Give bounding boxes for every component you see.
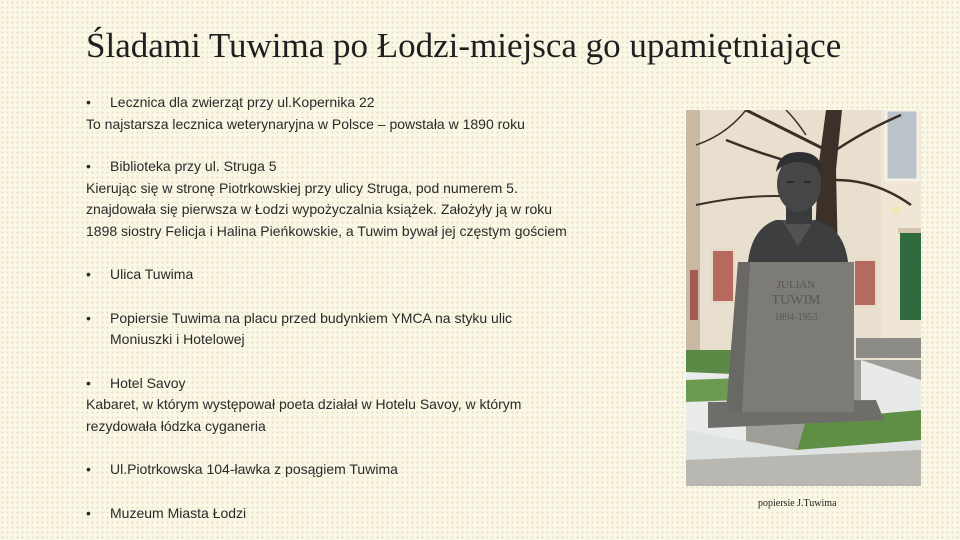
bust-photo (686, 110, 921, 486)
pedestal-inscription: JULIAN (776, 279, 816, 291)
item-heading: Muzeum Miasta Łodzi (110, 504, 247, 521)
door (900, 232, 921, 320)
item-heading-line: Popiersie Tuwima na placu przed budynkiem YMCA na styku ulic (110, 309, 513, 326)
list-item-popiersie (86, 308, 676, 351)
item-heading: Biblioteka przy ul. Struga 5 (110, 158, 277, 174)
bullet-icon: • (86, 158, 91, 174)
window (712, 250, 734, 302)
pedestal-inscription: TUWIM (771, 293, 821, 308)
content-list (86, 92, 676, 524)
window (854, 260, 876, 306)
bullet-icon: • (86, 461, 91, 477)
list-item-lawka (86, 459, 676, 481)
list-item-muzeum (86, 503, 676, 525)
item-heading: Lecznica dla zwierząt przy ul.Kopernika 22 (110, 94, 375, 110)
item-description-line: znajdowała się pierwsza w Łodzi wypożyczalnia książek. Założyły ją w roku (86, 201, 553, 217)
list-item-savoy (86, 373, 676, 438)
bullet-icon: • (86, 94, 91, 110)
bullet-icon: • (86, 504, 91, 521)
list-item-ulica (86, 264, 676, 286)
item-heading-line: Moniuszki i Hotelowej (110, 331, 245, 347)
item-description-line: 1898 siostry Felicja i Halina Pieńkowskie, a Tuwim bywał jej częstym gościem (86, 222, 567, 239)
bullet-icon: • (86, 309, 91, 326)
item-heading: Ulica Tuwima (110, 266, 194, 282)
item-description: To najstarsza lecznica weterynaryjna w Polsce – powstała w 1890 roku (86, 115, 525, 132)
item-description-line: rezydowała łódzka cyganeria (86, 417, 266, 434)
item-heading: Hotel Savoy (110, 374, 186, 391)
bullet-icon: • (86, 374, 91, 391)
item-description-line: Kierując się w stronę Piotrkowskiej przy ulicy Struga, pod numerem 5. (86, 179, 518, 196)
photo-caption: popiersie J.Tuwima (758, 498, 837, 509)
bullet-icon: • (86, 266, 91, 282)
list-item-lecznica (86, 92, 676, 135)
list-item-biblioteka (86, 156, 676, 242)
pedestal-inscription: 1894-1953 (774, 312, 818, 323)
slide-title: Śladami Tuwima po Łodzi-miejsca go upamiętniające (86, 26, 842, 65)
item-heading: Ul.Piotrkowska 104-ławka z posągiem Tuwima (110, 461, 398, 477)
item-description-line: Kabaret, w którym występował poeta działał w Hotelu Savoy, w którym (86, 396, 522, 412)
